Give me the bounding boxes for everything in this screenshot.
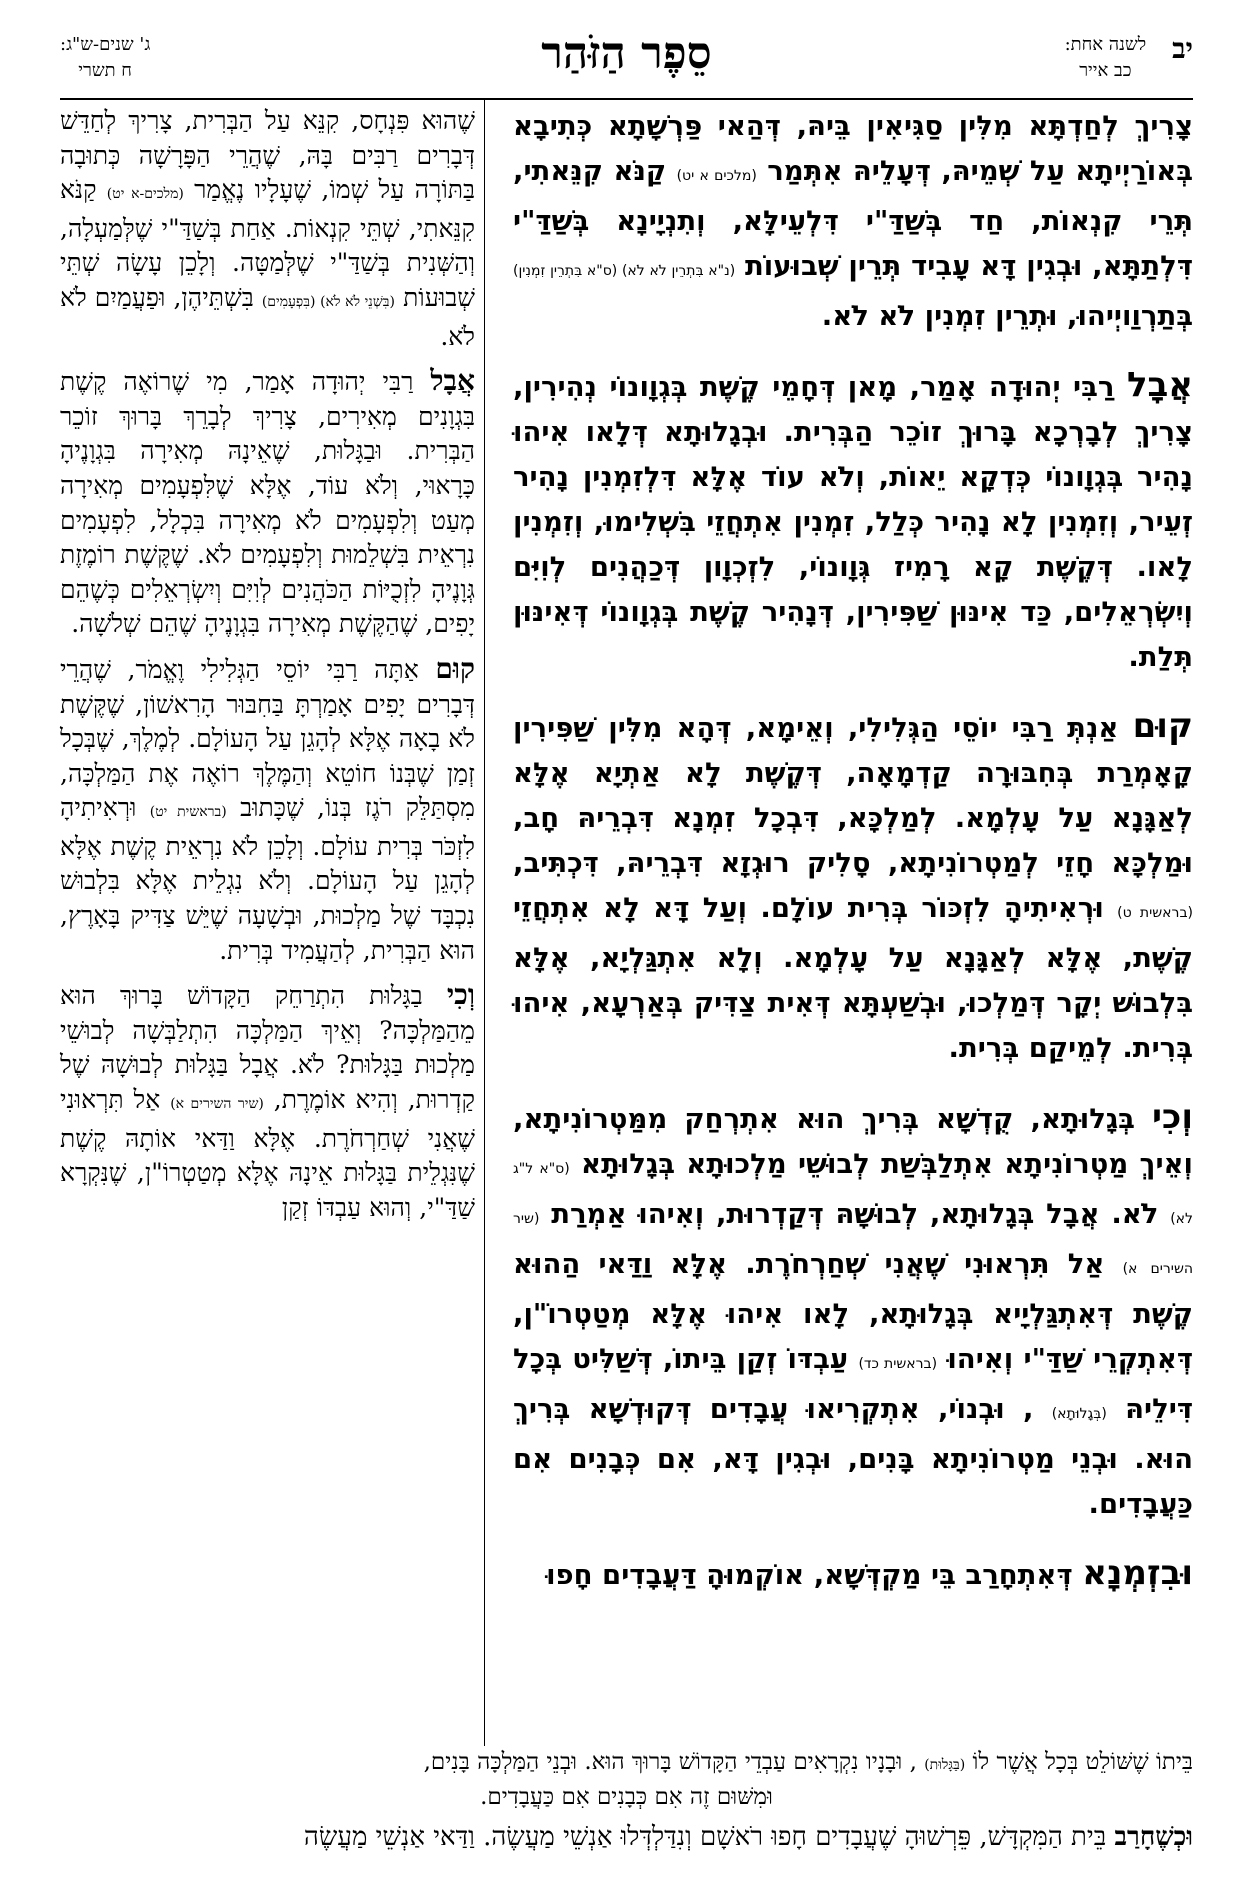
source-reference: (מלכים א יט): [676, 168, 757, 184]
paragraph-text: רַבִּי יְהוּדָה אָמַר, מִי שֶׁרוֹאֶה קֶשֶׁת בִּגְוָנִים מְאִירִים, צָרִיךְ לְבָרֵךְ בָּרוּךְ זוֹכֵר הַבְּרִית. וּבַגָּלוּת, שֶׁאֵינָהּ מְאִירָה בִּגְוָנֶיהָ כָּרָאוּי, וְלֹא עוֹד, אֶלָּא שֶׁלִּפְעָמִים מְאִירָה מְעַט וְלִפְעָמִים לֹא מְאִירָה בִּכְלָל, לִפְעָמִים נִרְאֵית בִּשְׁלֵמוּת וְלִפְעָמִים לֹא. שֶׁקֶּשֶׁת רוֹמֶזֶת גְּוָנֶיהָ לִזְכֻיּוֹת הַכֹּהֲנִים לְוִיִּם וְיִשְׂרְאֵלִים כְּשֶׁהֵם יָפִים, שֶׁהַקֶּשֶׁת מְאִירָה בִּגְוָנֶיהָ שֶׁהֵם שְׁלֹשָׁה.: [60, 367, 475, 639]
paragraph-text: קַנֹּא קִנֵּאתִי, תְּרֵי קִנְאוֹת, חַד בְּשַׁדַּ"י דִּלְעֵילָּא, וְתִנְיָינָא בְּשַׁדַּ"י דִּלְתַתָּא, וּבְגִין דָּא עָבִיד תְּרֵין שְׁבוּעוֹת: [513, 155, 1193, 282]
continuation-paragraph: [60, 1817, 1193, 1857]
paragraph-text: וּרְאִיתִיהָ לִזְכֹּר בְּרִית עוֹלָם. וְלָכֵן לֹא נִרְאֵית קֶשֶׁת אֶלָּא לְהָגֵן עַל הָעוֹלָם. וְלֹא נִגְלֵית אֶלָּא בִּלְבוּשׁ נִכְבָּד שֶׁל מַלְכוּת, וּבְשָׁעָה שֶׁיֵּשׁ צַדִּיק בָּאָרֶץ, הוּא הַבְּרִית, לְהַעֲמִיד בְּרִית.: [60, 793, 475, 965]
paragraph-text: קַנֹּא קִנֵּאתִי, שְׁתֵּי קִנְאוֹת. אַחַת בְּשַׁדַּ"י שֶׁלְּמַעְלָה, וְהַשְּׁנִית בְּשַׁדַּ"י שֶׁלְּמַטָּה. וְלָכֵן עָשָׂה שְׁתֵּי שְׁבוּעוֹת: [60, 175, 475, 312]
variant-note: (בַּגָּלוּת): [924, 1757, 966, 1773]
header-rule: [60, 98, 1193, 100]
paragraph-text: שֶׁהוּא פִּנְחָס, קִנֵּא עַל הַבְּרִית, צָרִיךְ לְחַדֵּשׁ דְּבָרִים רַבִּים בָּהּ, שֶׁהֲרֵי הַפָּרָשָׁה כְּתוּבָה בַּתּוֹרָה עַל שְׁמוֹ, שֶׁעָלָיו נֶאֱמַר: [60, 106, 476, 205]
schedule-label: ג' שנים-ש"ג:: [60, 34, 151, 55]
paragraph-text: עַבְדּוֹ זְקַן בֵּיתוֹ, דְּשַׁלִּיט בְּכָל דִּילֵיהּ: [513, 1343, 1193, 1425]
paragraph-text: בִּשְׁתֵּיהֶן, וּפַעֲמַיִם לֹא לֹא.: [60, 282, 475, 351]
paragraph-text: בֵּיתוֹ שֶׁשּׁוֹלֵט בְּכָל אֲשֶׁר לוֹ: [972, 1749, 1193, 1775]
variant-note: (בְּגָלוּתָא): [1051, 1406, 1107, 1422]
aramaic-paragraph: [513, 1551, 1193, 1598]
column-divider: [484, 98, 485, 1746]
paragraph-text: צָרִיךְ לְחַדְתָּא מִלִּין סַגִּיאִין בֵּיהּ, דְּהַאי פַּרְשָׁתָא כְּתִיבָא בְּאוֹרַיְיתָא עַל שְׁמֵיהּ, דְּעָלֵיהּ אִתְּמַר: [513, 110, 1193, 187]
paragraph-text: דְּאִתְחָרַב בֵּי מַקְדְּשָׁא, אוֹקְמוּהָ דַּעֲבָדִים חָפוּ: [546, 1559, 1073, 1591]
opening-word: וְכִי: [1152, 1097, 1193, 1137]
source-reference: (בראשית כד): [858, 1356, 938, 1372]
source-reference: (בראשית ט): [1117, 905, 1193, 921]
opening-word: וּכְשֶׁחָרַב: [1114, 1822, 1193, 1852]
source-reference: (בראשית יט): [149, 804, 227, 821]
opening-word: אֲבָל: [430, 364, 475, 398]
opening-word: קוּם: [435, 651, 475, 685]
paragraph-text: , וּבָנָיו נִקְרָאִים עַבְדֵי הַקָּדוֹשׁ בָּרוּךְ הוּא. וּבְנֵי הַמַּלְכָּה בָּנִים,: [423, 1749, 917, 1775]
paragraph-text: בַגָּלוּת הִתְרַחֵק הַקָּדוֹשׁ בָּרוּךְ הוּא מֵהַמַּלְכָּה? וְאֵיךְ הַמַּלְכָּה הִתְלַבְּשָׁה לְבוּשֵׁי מַלְכוּת בַּגָּלוּת? לֹא. אֲבָל בַּגָּלוּת לְבוּשָׁהּ שֶׁל קַדְרוּת, וְהִיא אוֹמֶרֶת,: [60, 981, 475, 1115]
full-width-continuation: [60, 1746, 1193, 1857]
variant-note: (ס"א ל"ג לא): [513, 1161, 1193, 1227]
hebrew-paragraph: [60, 978, 475, 1225]
paragraph-text: בֵּית הַמִּקְדָּשׁ, פֵּרְשׁוּהָ שֶׁעֲבָדִים חָפוּ רֹאשָׁם וְנִדַּלְדְּלוּ אַנְשֵׁי מַעֲשֶׂה. וַדַּאי אַנְשֵׁי מַעֲשֶׂה: [303, 1822, 1107, 1852]
aramaic-paragraph: [513, 363, 1193, 680]
paragraph-text: אַל תִּרְאוּנִי שֶׁאֲנִי שְׁחַרְחֹרֶת. אֶלָּא וַדַּאי הַהוּא קֶשֶׁת דְּאִתְגַּלְיָיא בְּגָלוּתָא, לָאו אִיהוּ אֶלָּא מְטַטְרוֹ"ן, דְּאִתְקְרֵי שַׁדַּ"י וְאִיהוּ: [513, 1248, 1194, 1375]
aramaic-paragraph: [513, 1095, 1193, 1527]
schedule-label: לשנה אחת:: [1064, 34, 1147, 55]
paragraph-text: אַתָּה רַבִּי יוֹסֵי הַגְּלִילִי וֶאֱמֹר, שֶׁהֲרֵי דְּבָרִים יָפִים אָמַרְתָּ בַּחִבּוּר הָרִאשׁוֹן, שֶׁקֶּשֶׁת לֹא בָאָה אֶלָּא לְהָגֵן עַל הָעוֹלָם. לְמֶלֶךְ, שֶׁבְּכָל זְמַן שֶׁבְּנוֹ חוֹטֵא וְהַמֶּלֶךְ רוֹאֶה אֶת הַמַּלְכָּה, מִסְתַּלֵּק רֹגֶז בְּנוֹ, שֶׁכָּתוּב: [60, 654, 475, 823]
page-number: יב: [1172, 32, 1193, 65]
opening-word: קוּם: [1132, 706, 1194, 746]
hebrew-paragraph: [60, 652, 475, 968]
continuation-line: [60, 1746, 1193, 1781]
paragraph-text: רַבִּי יְהוּדָה אָמַר, מָאן דְּחָמֵי קֶשֶׁת בְּגְוָונוֹי נְהִירִין, צָרִיךְ לְבָרְכָא בָּרוּךְ זוֹכֵר הַבְּרִית. וּבְגָלוּתָא דְּלָאו אִיהוּ נָהִיר בְּגְוָונוֹי כְּדְקָא יֵאוֹת, וְלֹא עוֹד אֶלָּא דִּלְזִמְנִין נָהִיר זְעֵיר, וְזִמְנִין לָא נָהִיר כְּלַל, זִמְנִין אִתְחֲזֵי בִּשְׁלִימוּ, וְזִמְנִין לָאו. דְּקֶשֶׁת קָא רָמִיז גְּוָונוֹי, לִזְכְוָון דְּכַהֲנִים לְוִיִּם וְיִשְׂרְאֵלִים, כַּד אִינּוּן שַׁפִּירִין, דְּנָהִיר קֶשֶׁת בְּגְוָונוֹי דְּאִינּוּן תְּלַת.: [513, 371, 1193, 673]
paragraph-text: אַל תִּרְאוּנִי שֶׁאֲנִי שְׁחַרְחֹרֶת. אֶלָּא וַדַּאי אוֹתָהּ קֶשֶׁת שֶׁנִּגְלֵית בַּגָּלוּת אֵינָהּ אֶלָּא מְטַטְרוֹ"ן, שֶׁנִּקְרָא שַׁדַּ"י, וְהוּא עַבְדּוֹ זְקַן: [60, 1085, 475, 1222]
opening-word: וּבִזְמְנָא: [1082, 1553, 1193, 1593]
hebrew-translation-column: [60, 104, 475, 1235]
aramaic-column: [513, 104, 1193, 1608]
hebrew-paragraph: [60, 364, 475, 642]
opening-word: אֲבָל: [1126, 365, 1193, 405]
aramaic-paragraph: [513, 104, 1193, 339]
study-schedule-three-years: [60, 32, 150, 84]
paragraph-text: בְּתַרְוַויְיהוּ, וּתְרֵין זִמְנִין לֹא לֹא.: [821, 300, 1193, 332]
source-reference: (שיר השירים א): [513, 1211, 1194, 1277]
book-title: סֵפֶר הַזֹּהַר: [541, 28, 712, 79]
source-reference: (מלכים-א יט): [106, 186, 184, 203]
aramaic-paragraph: [513, 704, 1193, 1071]
opening-word: וְכִי: [446, 978, 476, 1012]
source-reference: (שיר השירים א): [170, 1096, 264, 1113]
schedule-date: כב אייר: [1079, 60, 1132, 81]
variant-note: (בִּשְׁנֵי לֹא לֹא) (בִּפְעָמִים): [261, 293, 395, 310]
paragraph-text: לֹא. אֲבָל בְּגָלוּתָא, לְבוּשָׁהּ דְּקַדְרוּת, וְאִיהוּ אַמְרַת: [551, 1198, 1159, 1230]
hebrew-paragraph: [60, 104, 475, 354]
continuation-line: וּמִשּׁוּם זֶה אִם כְּבָנִים אִם כַּעֲבָדִים.: [480, 1784, 773, 1810]
paragraph-text: וּרְאִיתִיהָ לִזְכּוֹר בְּרִית עוֹלָם. וְעַל דָּא לָא אִתְחֲזֵי קֶשֶׁת, אֶלָּא לְאַגָּנָא עַל עָלְמָא. וְלָא אִתְגַּלְיָא, אֶלָּא בִּלְבוּשׁ יְקָר דְּמַלְכוּ, וּבְשַׁעְתָּא דְּאִית צַדִּיק בְּאַרְעָא, אִיהוּ בְּרִית. לְמֵיקַם בְּרִית.: [513, 892, 1193, 1064]
paragraph-text: אַנְתְּ רַבִּי יוֹסֵי הַגְּלִילִי, וְאֵימָא, דְּהָא מִלִּין שַׁפִּירִין קָאָמְרַת בְּחִבּוּרָה קַדְמָאָה, דְּקֶשֶׁת לָא אַתְיָא אֶלָּא לְאַגָּנָא עַל עָלְמָא. לְמַלְכָּא, דִּבְכָל זִמְנָא דִּבְרֵיהּ חָב, וּמַלְכָּא חָזֵי לְמַטְרוֹנִיתָא, סָלִיק רוּגְזָא דִּבְרֵיהּ, דִּכְתִּיב,: [513, 712, 1193, 879]
variant-note: (נ"א בִּתְרֵין לֹא לֹא) (ס"א בִּתְרֵין זִמְנִין): [513, 263, 736, 279]
paragraph-text: בְּגָלוּתָא, קֻדְשָׁא בְּרִיךְ הוּא אִתְרְחַק מִמַּטְרוֹנִיתָא, וְאֵיךְ מַטְרוֹנִיתָא אִתְלַבְּשַׁת לְבוּשֵׁי מַלְכוּתָא בְּגָלוּתָא: [513, 1103, 1193, 1180]
paragraph-text: , וּבְנוֹי, אִתְקְרִיאוּ עֲבָדִים דְּקוּדְשָׁא בְּרִיךְ הוּא. וּבְנֵי מַטְרוֹנִיתָא בָּנִים, וּבְגִין דָּא, אִם כְּבָנִים אִם כַּעֲבָדִים.: [513, 1393, 1193, 1520]
schedule-date: ח תשרי: [78, 60, 132, 81]
